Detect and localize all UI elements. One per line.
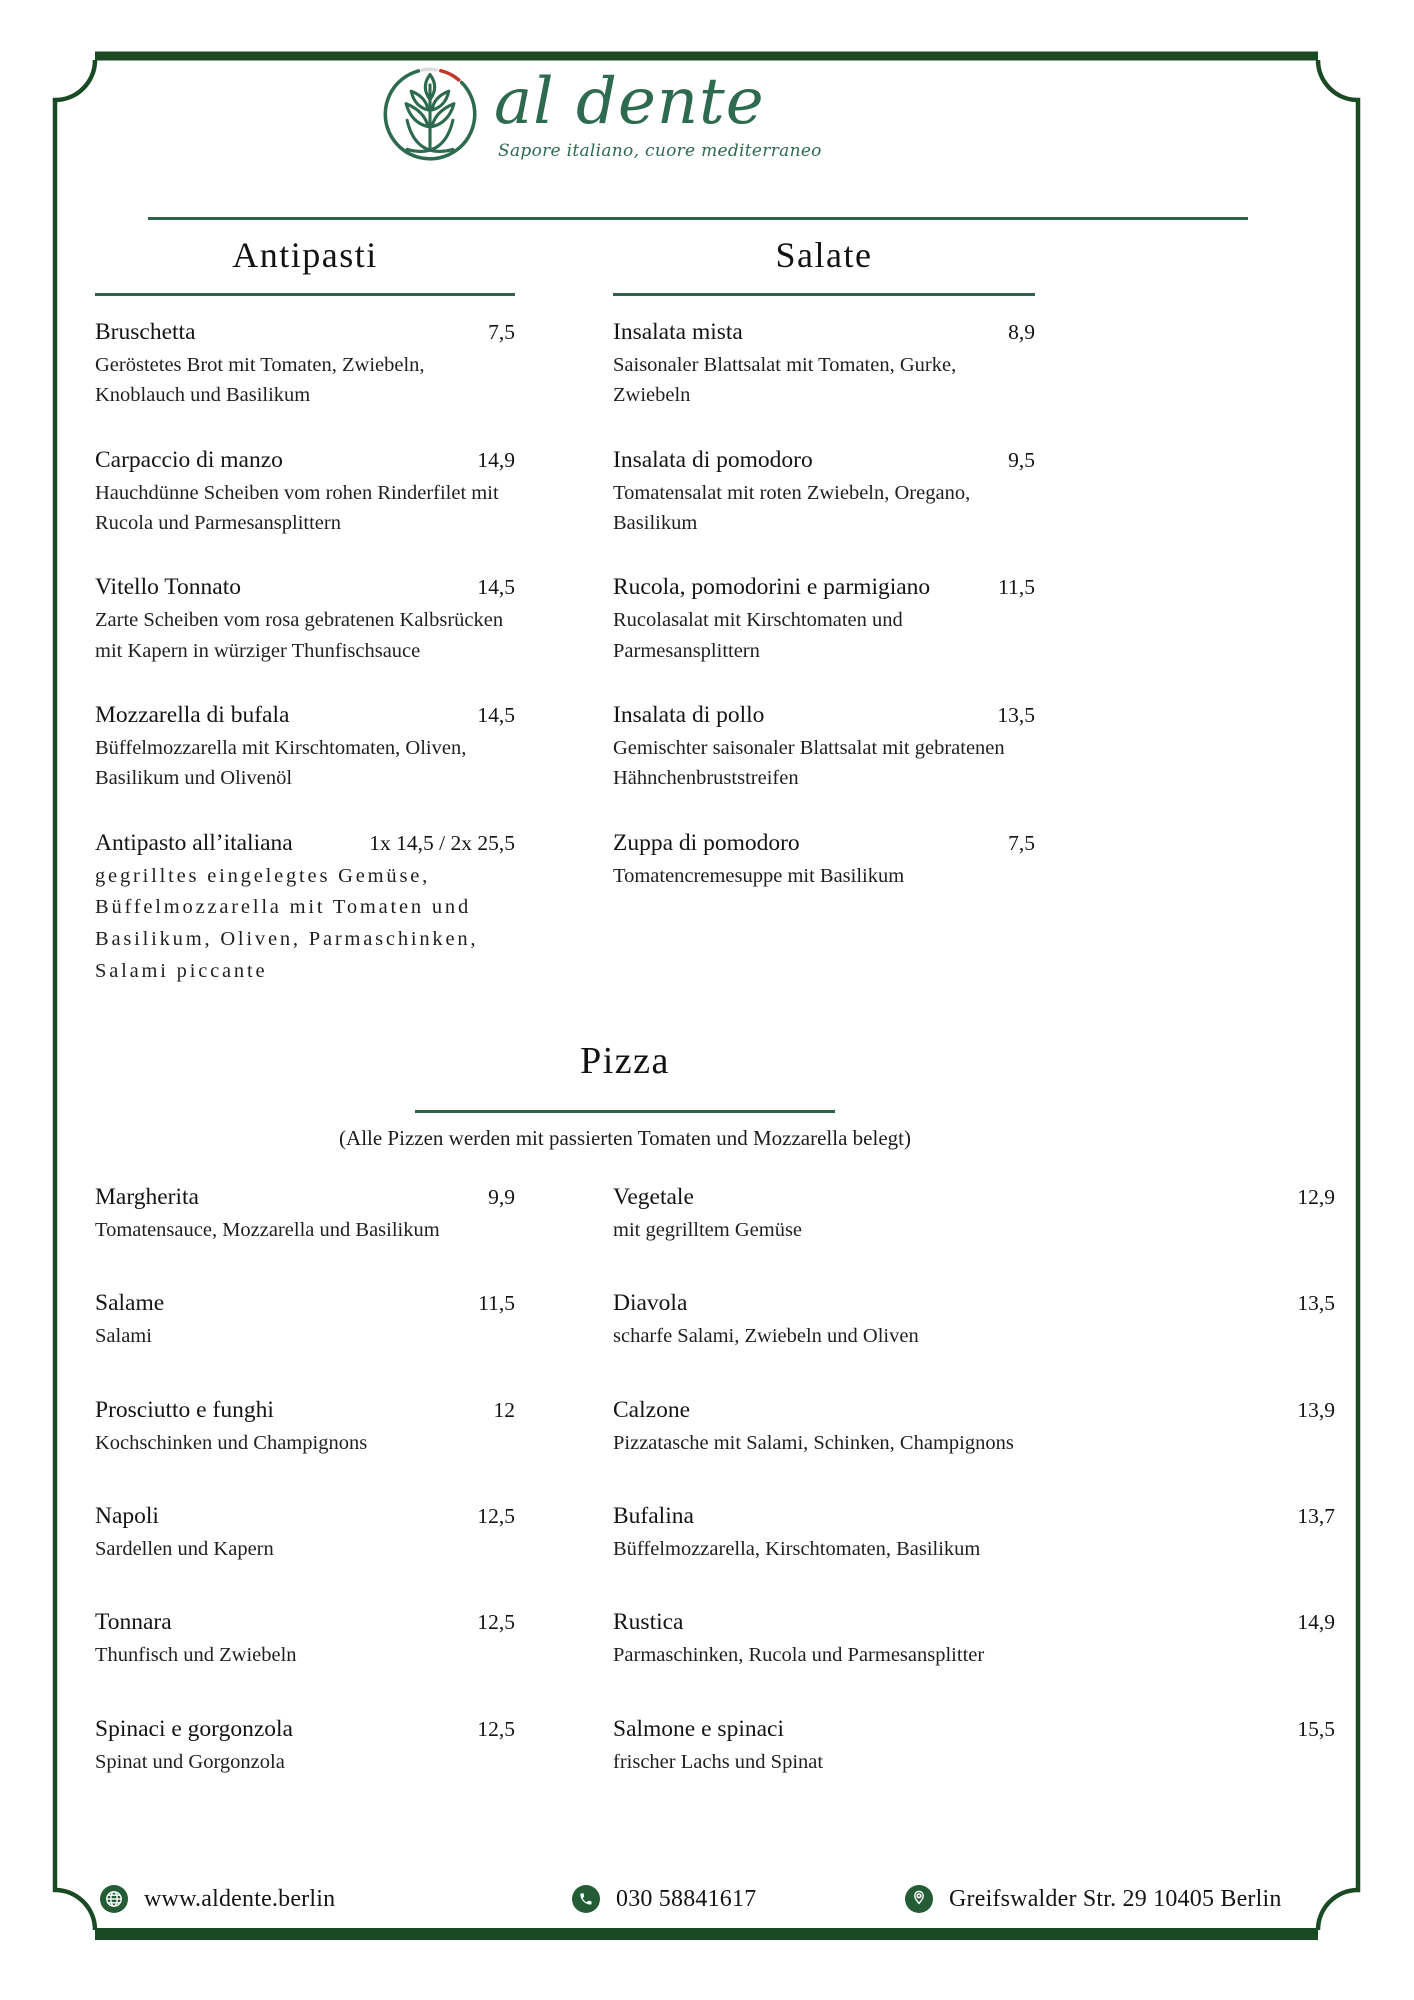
section-pizza: [95, 1168, 1335, 1820]
item-desc: Zarte Scheiben vom rosa gebratenen Kalbsrücken mit Kapern in würziger Thunfischsauce: [95, 609, 504, 662]
menu-item: [95, 1714, 515, 1777]
item-name: Rustica: [613, 1609, 684, 1636]
item-price: 13,7: [1297, 1503, 1335, 1528]
item-name: Insalata di pollo: [613, 701, 765, 728]
item-name: Bufalina: [613, 1502, 694, 1529]
footer-address-text: Greifswalder Str. 29 10405 Berlin: [949, 1885, 1282, 1912]
item-name: Tonnara: [95, 1609, 172, 1636]
item-desc: Büffelmozzarella, Kirschtomaten, Basilikum: [613, 1537, 981, 1560]
item-price: 12,5: [477, 1610, 515, 1635]
item-name: Vitello Tonnato: [95, 574, 241, 601]
menu-item: [613, 1182, 1335, 1245]
item-name: Prosciutto e funghi: [95, 1396, 274, 1423]
item-desc: Sardellen und Kapern: [95, 1537, 274, 1560]
item-desc: Geröstetes Brot mit Tomaten, Zwiebeln, Knoblauch und Basilikum: [95, 354, 425, 407]
item-price: 14,9: [1297, 1610, 1335, 1635]
section-title: Salate: [775, 235, 873, 275]
item-name: Mozzarella di bufala: [95, 701, 290, 728]
menu-item: [613, 1607, 1335, 1670]
menu-item: [95, 828, 515, 988]
menu-columns: [95, 233, 1035, 1022]
item-desc: Tomatensalat mit roten Zwiebeln, Oregano, Basilikum: [613, 481, 971, 534]
item-name: Salame: [95, 1290, 165, 1317]
item-price: 15,5: [1297, 1716, 1335, 1741]
item-price: 12,9: [1297, 1185, 1335, 1209]
menu-item: [613, 445, 1035, 539]
wheat-wreath-icon: [378, 60, 482, 164]
item-desc: Büffelmozzarella mit Kirschtomaten, Oliven, Basilikum und Olivenöl: [95, 736, 467, 790]
menu-item: [613, 828, 1035, 891]
item-price: 7,5: [488, 320, 515, 344]
menu-item: [95, 700, 515, 794]
item-price: 9,5: [1008, 447, 1035, 472]
item-price: 14,5: [477, 702, 515, 727]
item-name: Bruschetta: [95, 319, 196, 345]
item-price: 11,5: [478, 1291, 515, 1316]
brand-logo: [378, 60, 822, 164]
section-title: Antipasti: [232, 235, 378, 275]
menu-item: [613, 317, 1035, 411]
item-desc: gegrilltes eingelegtes Gemüse, Büffelmozzarella mit Tomaten und Basilikum, Oliven, Parmaschinken, Salami piccante: [95, 864, 479, 982]
menu-item: [95, 317, 515, 411]
section-underline: [415, 1110, 835, 1113]
item-name: Diavola: [613, 1290, 688, 1317]
section-underline: [613, 293, 1035, 296]
item-name: Spinaci e gorgonzola: [95, 1715, 293, 1742]
item-price: 13,9: [1297, 1397, 1335, 1422]
menu-item: [95, 1288, 515, 1351]
item-desc: Gemischter saisonaler Blattsalat mit gebratenen Hähnchenbruststreifen: [613, 736, 1005, 790]
item-desc: Kochschinken und Champignons: [95, 1431, 368, 1454]
item-desc: scharfe Salami, Zwiebeln und Oliven: [613, 1325, 919, 1348]
item-desc: Salami: [95, 1325, 152, 1348]
item-name: Antipasto all’italiana: [95, 829, 293, 856]
item-desc: Saisonaler Blattsalat mit Tomaten, Gurke, Zwiebeln: [613, 354, 957, 407]
menu-item: [95, 572, 515, 666]
item-desc: Tomatencremesuppe mit Basilikum: [613, 864, 905, 887]
item-price: 12,5: [477, 1716, 515, 1741]
menu-item: [95, 445, 515, 539]
item-name: Vegetale: [613, 1184, 694, 1210]
item-name: Rucola, pomodorini e parmigiano: [613, 574, 931, 601]
section-heading: [95, 233, 515, 296]
item-desc: Hauchdünne Scheiben vom rohen Rinderfilet mit Rucola und Parmesansplittern: [95, 481, 499, 534]
globe-icon: [100, 1885, 128, 1913]
item-price: 8,9: [1008, 320, 1035, 344]
item-name: Carpaccio di manzo: [95, 446, 283, 473]
pizza-note: (Alle Pizzen werden mit passierten Tomaten und Mozzarella belegt): [339, 1126, 911, 1150]
item-name: Calzone: [613, 1396, 690, 1423]
footer-phone-text: 030 58841617: [616, 1885, 757, 1912]
item-name: Napoli: [95, 1502, 159, 1529]
footer-address: [905, 1876, 1282, 1922]
item-desc: Parmaschinken, Rucola und Parmesansplitter: [613, 1644, 985, 1667]
footer-phone: [572, 1876, 756, 1922]
menu-item: [95, 1182, 515, 1245]
pizza-column-right: [613, 1168, 1335, 1820]
phone-icon: [572, 1885, 600, 1913]
footer: [100, 1876, 1360, 1922]
item-price: 13,5: [997, 702, 1035, 727]
item-price: 12: [493, 1397, 515, 1422]
item-price: 14,9: [477, 447, 515, 472]
menu-item: [613, 572, 1035, 666]
item-price: 11,5: [998, 575, 1035, 600]
item-name: Insalata mista: [613, 319, 743, 345]
location-pin-icon: [905, 1885, 933, 1913]
menu-item: [95, 1395, 515, 1458]
footer-website-text: www.aldente.berlin: [144, 1885, 336, 1912]
section-pizza-heading: [95, 1038, 1155, 1151]
menu-item: [613, 1395, 1335, 1458]
menu-item: [613, 1501, 1335, 1564]
item-desc: frischer Lachs und Spinat: [613, 1750, 824, 1773]
menu-item: [95, 1607, 515, 1670]
pizza-column-left: [95, 1168, 515, 1820]
item-name: Margherita: [95, 1184, 199, 1210]
menu-item: [613, 700, 1035, 794]
menu-item: [95, 1501, 515, 1564]
item-name: Zuppa di pomodoro: [613, 829, 800, 856]
item-name: Insalata di pomodoro: [613, 446, 813, 473]
item-price: 1x 14,5 / 2x 25,5: [369, 830, 515, 855]
item-price: 7,5: [1008, 830, 1035, 855]
item-desc: mit gegrilltem Gemüse: [613, 1219, 803, 1241]
item-price: 13,5: [1297, 1291, 1335, 1316]
item-price: 12,5: [477, 1503, 515, 1528]
footer-website: [100, 1876, 335, 1922]
section-antipasti: [95, 233, 515, 1022]
brand-tagline: Sapore italiano, cuore mediterraneo: [498, 141, 822, 161]
item-desc: Thunfisch und Zwiebeln: [95, 1644, 297, 1667]
section-heading: [613, 233, 1035, 296]
item-desc: Pizzatasche mit Salami, Schinken, Champignons: [613, 1431, 1014, 1454]
menu-item: [613, 1714, 1335, 1777]
item-desc: Tomatensauce, Mozzarella und Basilikum: [95, 1219, 440, 1241]
section-salate: [613, 233, 1035, 1022]
item-desc: Spinat und Gorgonzola: [95, 1750, 285, 1773]
section-underline: [95, 293, 515, 296]
item-name: Salmone e spinaci: [613, 1715, 784, 1742]
item-price: 9,9: [488, 1185, 515, 1209]
item-desc: Rucolasalat mit Kirschtomaten und Parmesansplittern: [613, 609, 903, 662]
header-divider: [148, 217, 1248, 220]
item-price: 14,5: [477, 575, 515, 600]
section-title: Pizza: [580, 1040, 670, 1082]
menu-item: [613, 1288, 1335, 1351]
brand-name: al dente: [494, 65, 765, 139]
